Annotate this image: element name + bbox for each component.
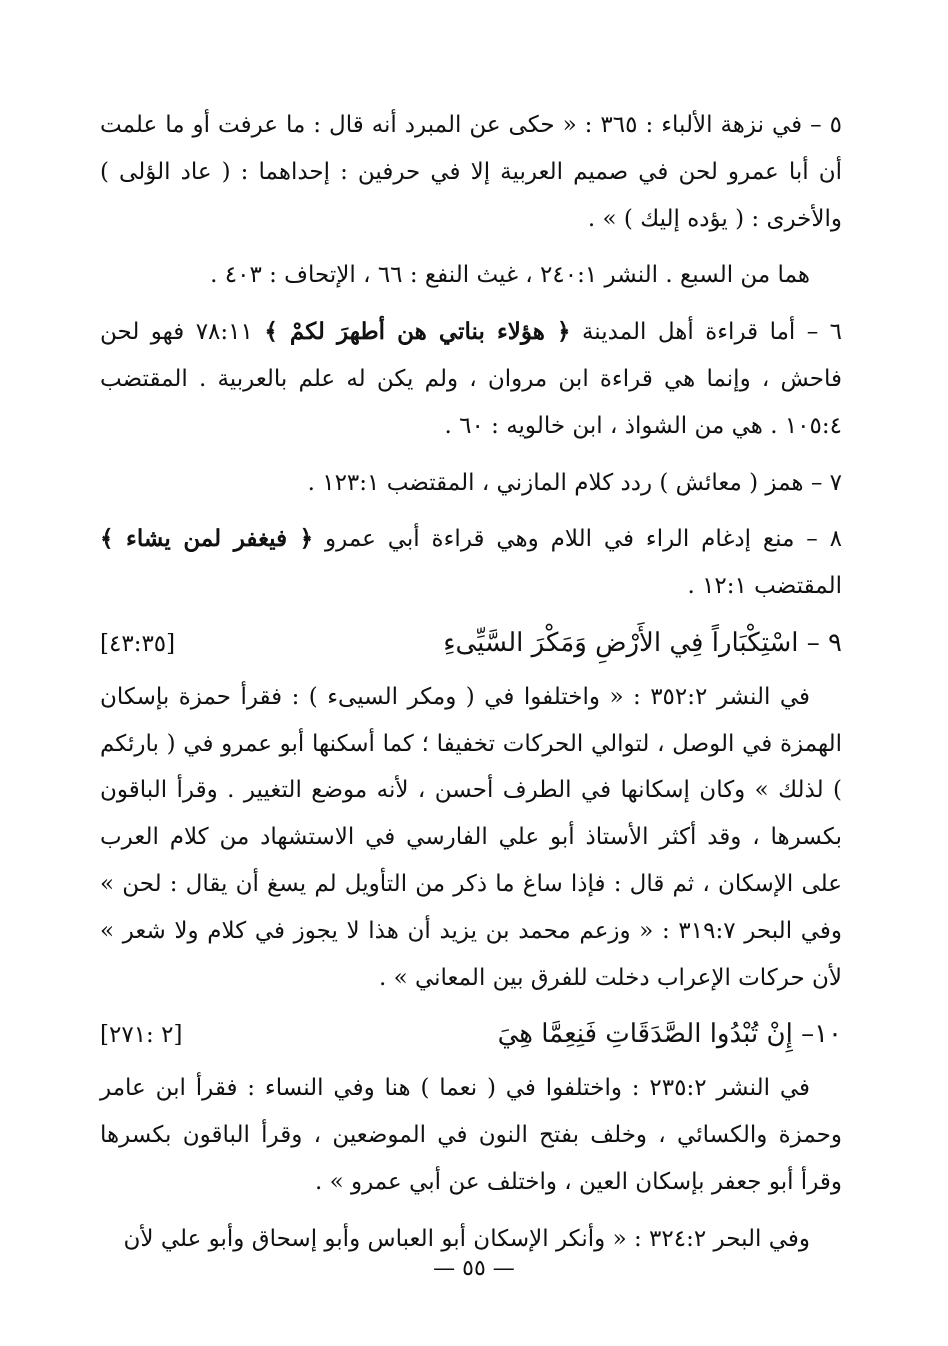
verse-9-heading bbox=[100, 620, 842, 668]
verse-10-heading bbox=[100, 1011, 842, 1059]
page-body bbox=[100, 102, 842, 1272]
commentary-10: في النشر ٢٣٥:٢ : واختلفوا في ( نعما ) هنا وفي النساء : فقرأ ابن عامر وحمزة والكسائي ، وخلف بفتح النون في الموضعين ، وقرأ الباقون بكسرها وقرأ أبو جعفر بإسكان العين ، واختلف عن أبي عمرو » . bbox=[100, 1075, 842, 1195]
note-7: ٧ – همز ( معائش ) ردد كلام المازني ، المقتضب ١٢٣:١ . bbox=[307, 469, 842, 496]
verse-9-reference: [٤٣:٣٥] bbox=[100, 630, 176, 657]
verse-9-text: ٩ – اسْتِكْبَاراً فِي الأَرْضِ وَمَكْرَ السَّيِّىءِ bbox=[443, 627, 842, 658]
note-5-sources: هما من السبع . النشر ٢٤٠:١ ، غيث النفع : ٦٦ ، الإتحاف : ٤٠٣ . bbox=[210, 262, 810, 289]
note-5: ٥ – في نزهة الألباء : ٣٦٥ : « حكى عن المبرد أنه قال : ما عرفت أو ما علمت أن أبا عمرو لحن في صميم العربية إلا في حرفين : إحداهما : ( عاد الؤلى ) والأخرى : ( يؤده إليك ) » . bbox=[100, 112, 842, 232]
verse-10-text: ١٠– إِنْ تُبْدُوا الصَّدَقَاتِ فَنِعِمَّا هِيَ bbox=[497, 1019, 842, 1050]
quran-quote: ﴿ هؤلاء بناتي هن أطهرَ لكمْ ﴾ bbox=[264, 318, 571, 346]
page-number: — ٥٥ — bbox=[433, 1256, 515, 1281]
quran-quote: ﴿ فيغفر لمن يشاء ﴾ bbox=[100, 525, 314, 553]
note-6: ٦ – أما قراءة أهل المدينة ﴿ هؤلاء بناتي هن أطهرَ لكمْ ﴾ ٧٨:١١ فهو لحن فاحش ، وإنما هي قراءة ابن مروان ، ولم يكن له علم بالعربية . المقتضب ١٠٥:٤ . هي من الشواذ ، ابن خالويه : ٦٠ . bbox=[100, 318, 842, 439]
note-8: ٨ – منع إدغام الراء في اللام وهي قراءة أبي عمرو ﴿ فيغفر لمن يشاء ﴾ المقتضب ١٢:١ . bbox=[100, 525, 842, 600]
commentary-9: في النشر ٣٥٢:٢ : « واختلفوا في ( ومكر السيىء ) : فقرأ حمزة بإسكان الهمزة في الوصل ، لتوالي الحركات تخفيفا ؛ كما أسكنها أبو عمرو في ( بارئكم ) لذلك » وكان إسكانها في الطرف أحسن ، لأنه موضع التغيير . وقرأ الباقون بكسرها ، وقد أكثر الأستاذ أبو علي الفارسي في الاستشهاد من كلام العرب على الإسكان ، ثم قال : فإذا ساغ ما ذكر من التأويل لم يسغ أن يقال : لحن » وفي البحر ٣١٩:٧ : « وزعم محمد بن يزيد أن هذا لا يجوز في كلام ولا شعر » لأن حركات الإعراب دخلت للفرق بين المعاني » . bbox=[100, 683, 842, 991]
verse-10-reference: [٢ :٢٧١] bbox=[100, 1022, 183, 1049]
commentary-10-continued: وفي البحر ٣٢٤:٢ : « وأنكر الإسكان أبو العباس وأبو إسحاق وأبو علي لأن bbox=[123, 1225, 810, 1252]
